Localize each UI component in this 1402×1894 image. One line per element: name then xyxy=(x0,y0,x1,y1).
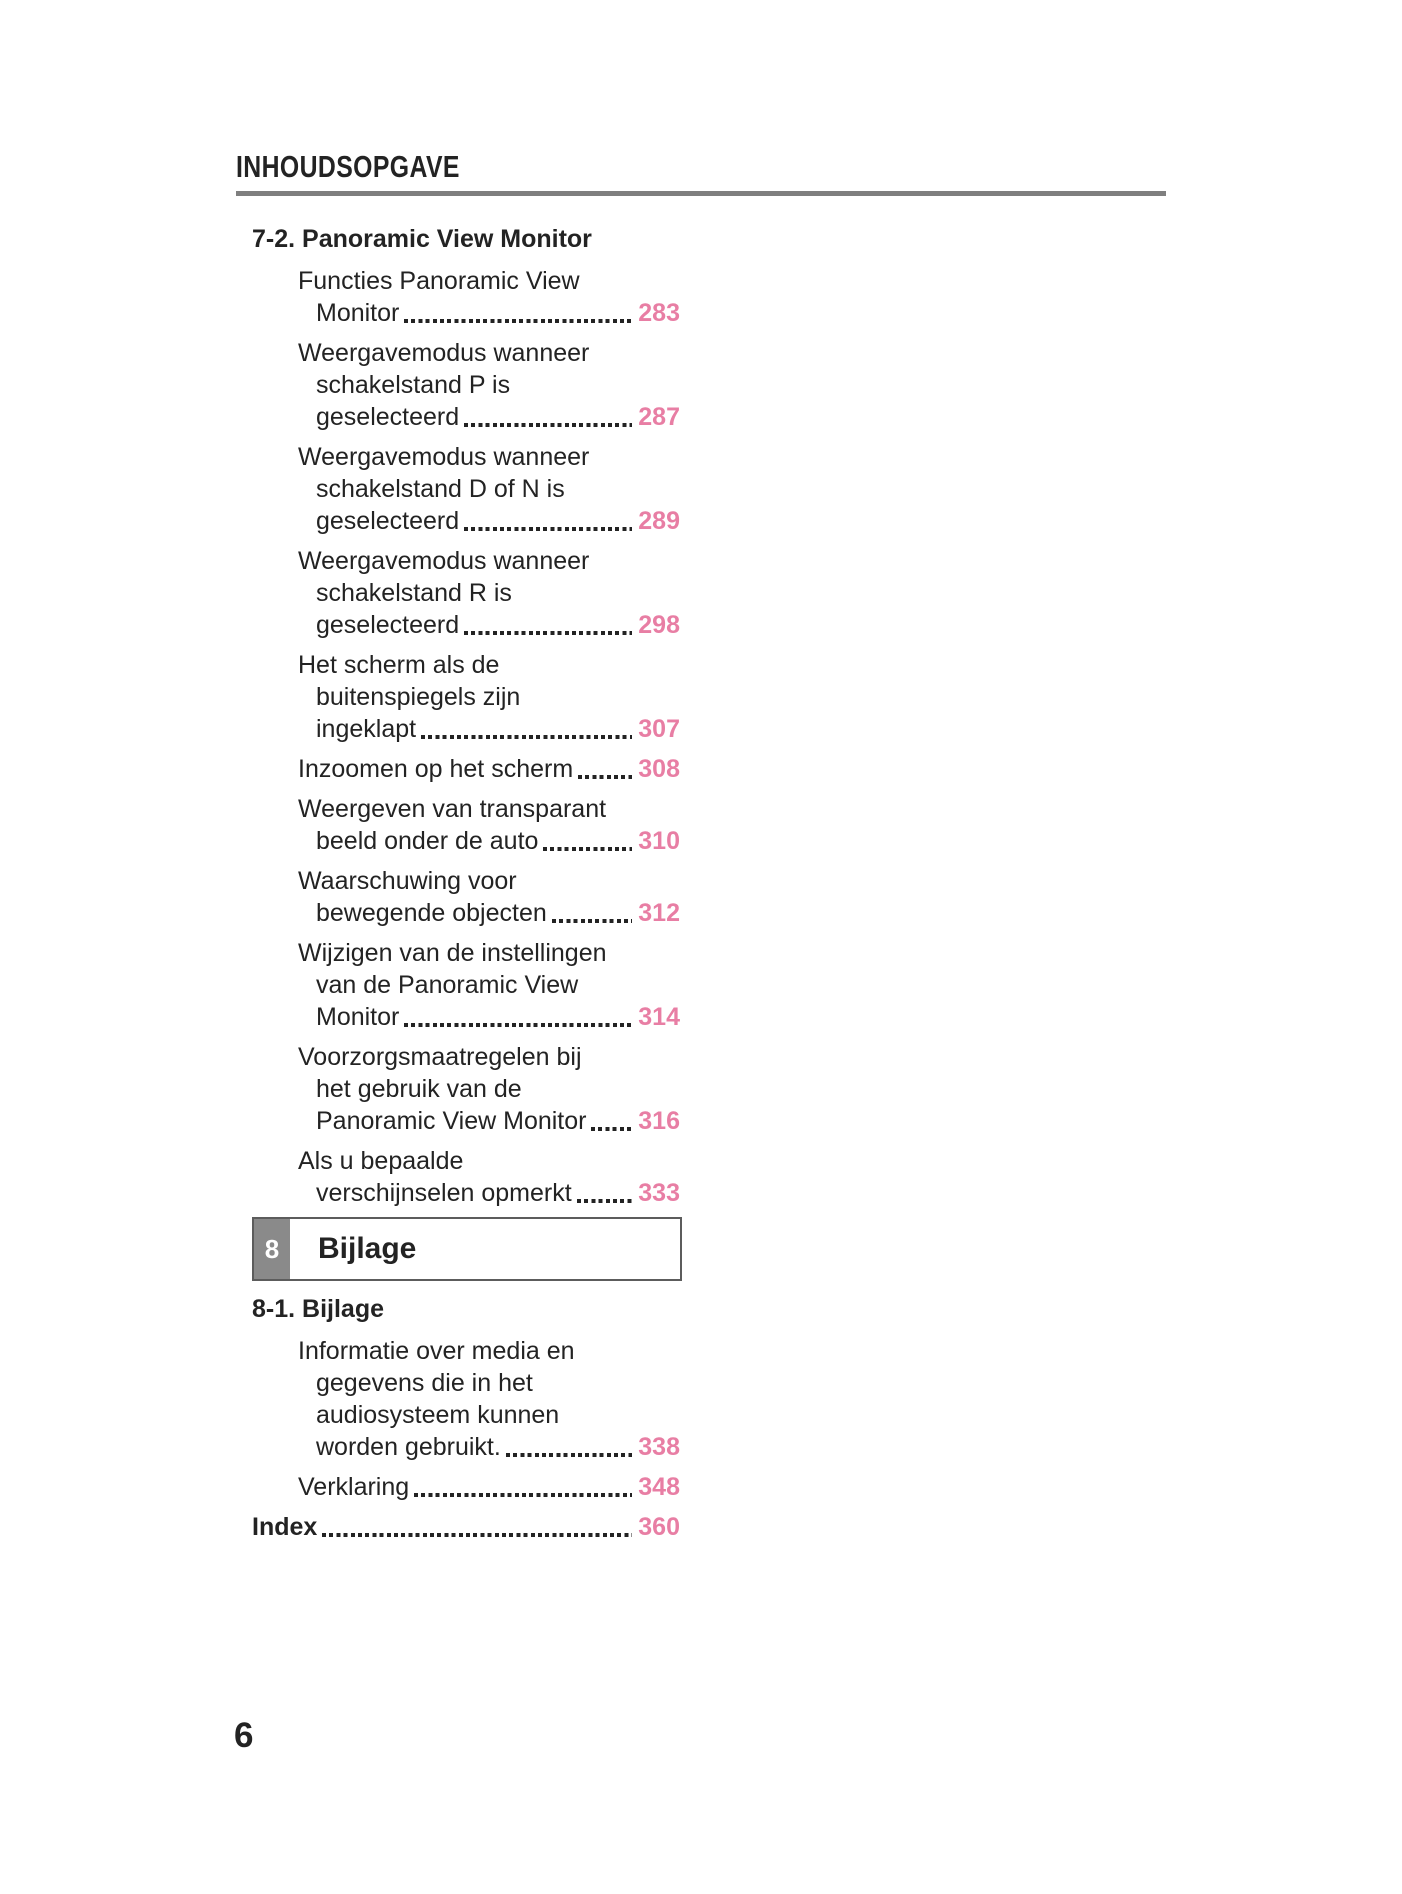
toc-entry[interactable] xyxy=(236,1145,680,1209)
entry-text: buitenspiegels zijn xyxy=(316,683,521,711)
page-ref: 307 xyxy=(638,715,680,743)
entry-text: audiosysteem kunnen xyxy=(316,1401,560,1429)
page-ref: 316 xyxy=(638,1107,680,1135)
table-of-contents xyxy=(236,223,680,1543)
entry-text: schakelstand R is xyxy=(316,579,512,607)
toc-entry[interactable] xyxy=(236,1041,680,1137)
toc-entry[interactable] xyxy=(236,265,680,329)
page-ref: 338 xyxy=(638,1433,680,1461)
toc-entry[interactable] xyxy=(236,753,680,785)
chapter-title: Bijlage xyxy=(318,1232,417,1265)
entry-text: Weergavemodus wanneer xyxy=(298,339,590,367)
entry-text: geselecteerd xyxy=(316,507,460,535)
toc-entry[interactable] xyxy=(236,337,680,433)
dot-leader xyxy=(464,527,632,531)
entry-text: Monitor xyxy=(316,1003,400,1031)
toc-entry[interactable] xyxy=(236,793,680,857)
page-ref: 287 xyxy=(638,403,680,431)
page-ref: 314 xyxy=(638,1003,680,1031)
entry-text: verschijnselen opmerkt xyxy=(316,1179,572,1207)
entry-text: ingeklapt xyxy=(316,715,417,743)
toc-entry[interactable] xyxy=(236,649,680,745)
dot-leader xyxy=(552,919,633,923)
entry-text: Het scherm als de xyxy=(298,651,500,679)
entry-text: van de Panoramic View xyxy=(316,971,579,999)
toc-entry[interactable] xyxy=(236,937,680,1033)
toc-entry[interactable] xyxy=(236,545,680,641)
page-ref: 289 xyxy=(638,507,680,535)
dot-leader xyxy=(464,631,632,635)
dot-leader xyxy=(464,423,632,427)
dot-leader xyxy=(404,319,632,323)
entry-text: Monitor xyxy=(316,299,400,327)
entry-text: Panoramic View Monitor xyxy=(316,1107,587,1135)
toc-entry[interactable] xyxy=(236,1471,680,1503)
dot-leader xyxy=(404,1023,632,1027)
entry-text: geselecteerd xyxy=(316,403,460,431)
dot-leader xyxy=(414,1493,632,1497)
header-rule xyxy=(236,191,1166,196)
footer-page-number: 6 xyxy=(234,1716,254,1755)
entry-text: bewegende objecten xyxy=(316,899,547,927)
entry-text: Als u bepaalde xyxy=(298,1147,464,1175)
entry-text: beeld onder de auto xyxy=(316,827,539,855)
dot-leader xyxy=(577,1199,633,1203)
entry-text: Weergeven van transparant xyxy=(298,795,607,823)
chapter-box-bijlage xyxy=(252,1217,682,1281)
index-label: Index xyxy=(252,1513,318,1541)
toc-entry[interactable] xyxy=(236,1335,680,1463)
section-heading-7-2: 7-2. Panoramic View Monitor xyxy=(252,225,592,253)
entry-text: Informatie over media en xyxy=(298,1337,575,1365)
page-ref: 308 xyxy=(638,755,680,783)
section-heading-8-1: 8-1. Bijlage xyxy=(252,1295,384,1323)
toc-entry[interactable] xyxy=(236,865,680,929)
page-ref: 360 xyxy=(638,1513,680,1541)
entry-text: schakelstand D of N is xyxy=(316,475,565,503)
page-ref: 348 xyxy=(638,1473,680,1501)
entry-text: schakelstand P is xyxy=(316,371,511,399)
index-entry[interactable] xyxy=(252,1511,680,1543)
entry-text: het gebruik van de xyxy=(316,1075,522,1103)
entry-text: worden gebruikt. xyxy=(316,1433,501,1461)
page-title: INHOUDSOPGAVE xyxy=(236,149,460,184)
dot-leader xyxy=(322,1533,632,1537)
entry-text: Wijzigen van de instellingen xyxy=(298,939,607,967)
page-ref: 312 xyxy=(638,899,680,927)
page-ref: 333 xyxy=(638,1179,680,1207)
entry-text: gegevens die in het xyxy=(316,1369,533,1397)
entry-text: Inzoomen op het scherm xyxy=(298,755,574,783)
entry-text: geselecteerd xyxy=(316,611,460,639)
entry-text: Weergavemodus wanneer xyxy=(298,547,590,575)
entry-text: Functies Panoramic View xyxy=(298,267,580,295)
page-ref: 310 xyxy=(638,827,680,855)
dot-leader xyxy=(591,1127,632,1131)
dot-leader xyxy=(578,775,632,779)
toc-entry[interactable] xyxy=(236,441,680,537)
dot-leader xyxy=(506,1453,632,1457)
entry-text: Verklaring xyxy=(298,1473,410,1501)
entry-text: Voorzorgsmaatregelen bij xyxy=(298,1043,582,1071)
dot-leader xyxy=(421,735,632,739)
chapter-number-badge: 8 xyxy=(254,1219,290,1279)
page-ref: 298 xyxy=(638,611,680,639)
dot-leader xyxy=(543,847,632,851)
page-ref: 283 xyxy=(638,299,680,327)
entry-text: Weergavemodus wanneer xyxy=(298,443,590,471)
entry-text: Waarschuwing voor xyxy=(298,867,517,895)
